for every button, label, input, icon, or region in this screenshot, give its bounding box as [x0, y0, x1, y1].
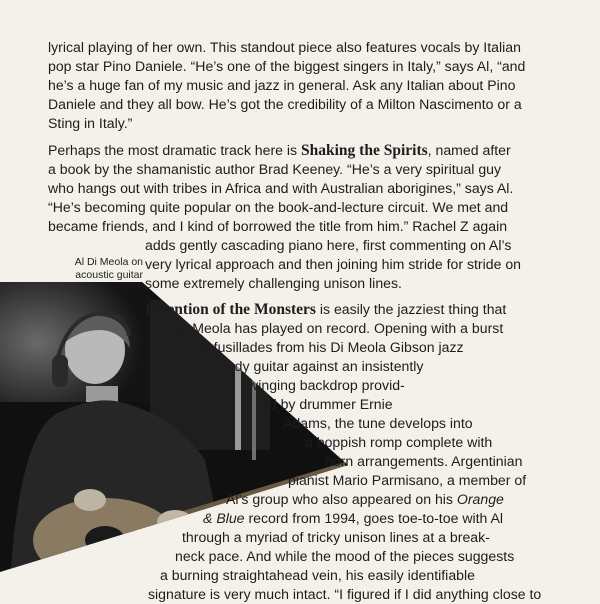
- text-line: lyrical playing of her own. This standout piece also features vocals by Italian: [48, 39, 521, 55]
- text-line: Sting in Italy.”: [48, 115, 133, 131]
- text-line: ed by drummer Ernie: [261, 396, 393, 412]
- caption-line: acoustic guitar: [75, 269, 143, 281]
- text-line: [226, 490, 504, 509]
- text-line: of fusillades from his Di Meola Gibson jazz: [198, 339, 464, 355]
- text-line: horn arrangements. Argentinian: [325, 453, 523, 469]
- text-line: body guitar against an insistently: [219, 358, 424, 374]
- album-title: Orange: [456, 491, 504, 507]
- text-line: a burning straightahead vein, his easily identifiable: [160, 567, 475, 583]
- text-line: adds gently cascading piano here, first commenting on Al’s: [145, 237, 512, 253]
- text-fragment: , named after: [427, 142, 511, 158]
- text-line: [145, 300, 506, 319]
- text-line: Di Meola has played on record. Opening with a burst: [175, 320, 504, 336]
- text-line: [203, 509, 503, 528]
- caption-line: Al Di Meola on: [74, 256, 143, 268]
- text-line: Daniele and they all bow. He’s got the credibility of a Milton Nascimento or a: [48, 96, 522, 112]
- text-line: swinging backdrop provid-: [241, 377, 405, 393]
- text-line: a book by the shamanistic author Brad Keeney. “He’s a very spiritual guy: [48, 161, 502, 177]
- text-line: through a myriad of tricky unison lines at a break-: [182, 529, 490, 545]
- text-line: Adams, the tune develops into: [283, 415, 473, 431]
- text-line: he’s a huge fan of my music and jazz in general. Ask any Italian about Pino: [48, 77, 516, 93]
- text-line: some extremely challenging unison lines.: [145, 275, 402, 291]
- text-line: pop star Pino Daniele. “He’s one of the biggest singers in Italy,” says Al, “and: [48, 58, 526, 74]
- text-line: signature is very much intact. “I figured if I did anything close to: [148, 586, 542, 602]
- text-fragment: Al’s group who also appeared on his: [226, 491, 453, 507]
- track-title-invention-of-the-monsters: Invention of the Monsters: [145, 301, 316, 318]
- text-line: a boppish romp complete with: [305, 434, 493, 450]
- track-title-shaking-the-spirits: Shaking the Spirits: [301, 142, 428, 159]
- text-line: who hangs out with tribes in Africa and with Australian aborigines,” says Al.: [48, 180, 514, 196]
- text-line: very lyrical approach and then joining him stride for stride on: [145, 256, 522, 272]
- album-title: & Blue: [203, 510, 245, 526]
- text-line: neck pace. And while the mood of the pieces suggests: [175, 548, 515, 564]
- text-line: pianist Mario Parmisano, a member of: [288, 472, 527, 488]
- text-line: [48, 141, 511, 160]
- text-fragment: is easily the jazziest thing that: [315, 301, 507, 317]
- text-fragment: Perhaps the most dramatic track here is: [48, 142, 298, 158]
- text-fragment: record from 1994, goes toe-to-toe with Al: [244, 510, 504, 526]
- text-line: “He’s becoming quite popular on the book-and-lecture circuit. We met and: [48, 199, 509, 215]
- photo-caption: [57, 256, 143, 282]
- text-line: became friends, and I kind of borrowed the title from him.” Rachel Z again: [48, 218, 508, 234]
